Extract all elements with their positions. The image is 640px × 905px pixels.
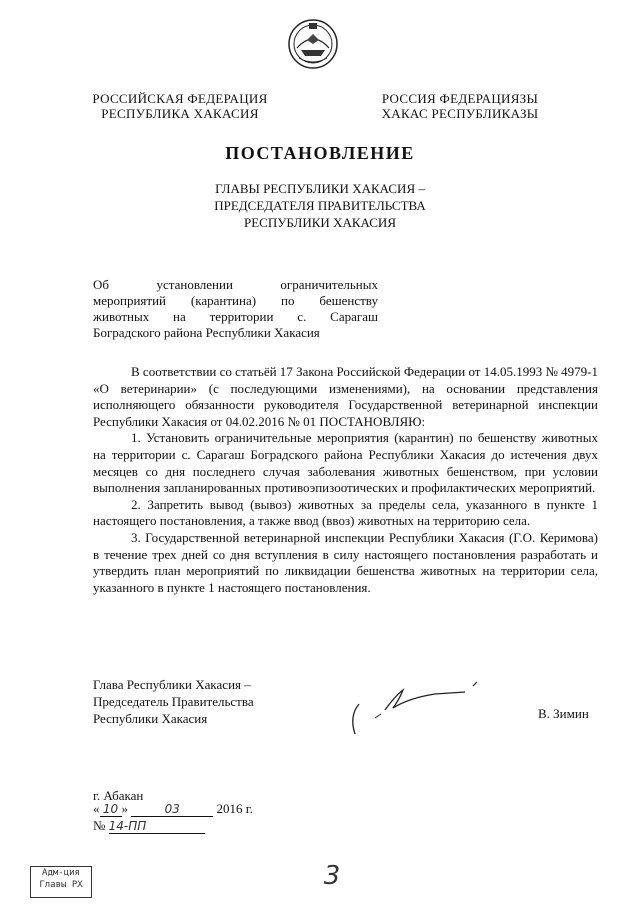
- header-right: [360, 91, 560, 121]
- document-subject: [93, 277, 378, 341]
- document-title: ПОСТАНОВЛЕНИЕ: [225, 143, 415, 163]
- subject-line: Боградского района Республики Хакасия: [93, 325, 320, 340]
- header-right-line2: ХАКАС РЕСПУБЛИКАЗЫ: [381, 106, 539, 121]
- signatory-position-line: Республики Хакасия: [93, 711, 208, 726]
- subtitle-line: ГЛАВЫ РЕСПУБЛИКИ ХАКАСИЯ –: [215, 181, 425, 196]
- signatory-position-line: Глава Республики Хакасия –: [93, 677, 251, 692]
- registration-stamp: [30, 866, 92, 898]
- header-right-line1: РОССИЯ ФЕДЕРАЦИЯЗЫ: [381, 91, 539, 106]
- handwritten-signature: [345, 678, 495, 738]
- header-left-line1: РОССИЙСКАЯ ФЕДЕРАЦИЯ: [92, 91, 268, 106]
- signatory-position-line: Председатель Правительства: [93, 694, 254, 709]
- signatory-position: [93, 676, 254, 727]
- date-quote-open: «: [93, 801, 100, 816]
- subtitle-line: РЕСПУБЛИКИ ХАКАСИЯ: [243, 215, 396, 230]
- stamp-line: Адм-ция: [42, 868, 80, 878]
- signatory-name: В. Зимин: [538, 706, 589, 721]
- subject-line: Об установлении ограничительных: [93, 277, 378, 292]
- subtitle-line: ПРЕДСЕДАТЕЛЯ ПРАВИТЕЛЬСТВА: [214, 198, 426, 213]
- document-number: [93, 818, 205, 834]
- document-body: [93, 364, 598, 596]
- subject-line: мероприятий (карантина) по бешенству: [93, 293, 378, 308]
- date-day: 10: [100, 802, 122, 817]
- number-value: 14-ПП: [109, 819, 205, 834]
- header-left-line2: РЕСПУБЛИКА ХАКАСИЯ: [101, 106, 259, 121]
- date-quote-close: »: [121, 801, 128, 816]
- document-date: [93, 801, 253, 817]
- body-paragraph-1: 1. Установить ограничительные мероприятия (карантин) по бешенству животных на территории с. Сарагаш Боградского района Республики Хакасия до истечения двух месяцев со дня последнего случая заболевания животных бешенством, при условии выполнения запланированных противоэпизоотических и профилактических мероприятий.: [93, 430, 598, 496]
- date-month: 03: [131, 802, 213, 817]
- body-paragraph-preamble: В соответствии со статьёй 17 Закона Российской Федерации от 14.05.1993 № 4979-1 «О ветеринарии» (с последующими изменениями), на основании представления исполняющего обязанности руководителя Государственной ветеринарной инспекции Республики Хакасия от 04.02.2016 № 01 ПОСТАНОВЛЯЮ:: [93, 364, 598, 429]
- date-year: 2016 г.: [216, 801, 253, 816]
- body-paragraph-2: 2. Запретить вывод (вывоз) животных за пределы села, указанного в пункте 1 настоящего постановления, а также ввод (ввоз) животных на территорию села.: [93, 496, 598, 529]
- header-left: [80, 91, 280, 121]
- place-of-issue: г. Абакан: [93, 788, 144, 803]
- number-prefix: №: [93, 818, 106, 833]
- document-subtitle: [0, 180, 640, 231]
- body-paragraph-3: 3. Государственной ветеринарной инспекции Республики Хакасия (Г.О. Керимова) в течение трех дней со дня вступления в силу настоящего постановления разработать и утвердить план мероприятий по ликвидации бешенства животных на территории села, указанного в пункте 1 настоящего постановления.: [93, 529, 598, 595]
- subject-line: животных на территории с. Сарагаш: [93, 309, 378, 324]
- handwritten-page-mark: 3: [323, 861, 341, 891]
- stamp-line: Главы РХ: [39, 880, 83, 890]
- coat-of-arms-emblem: [287, 18, 339, 70]
